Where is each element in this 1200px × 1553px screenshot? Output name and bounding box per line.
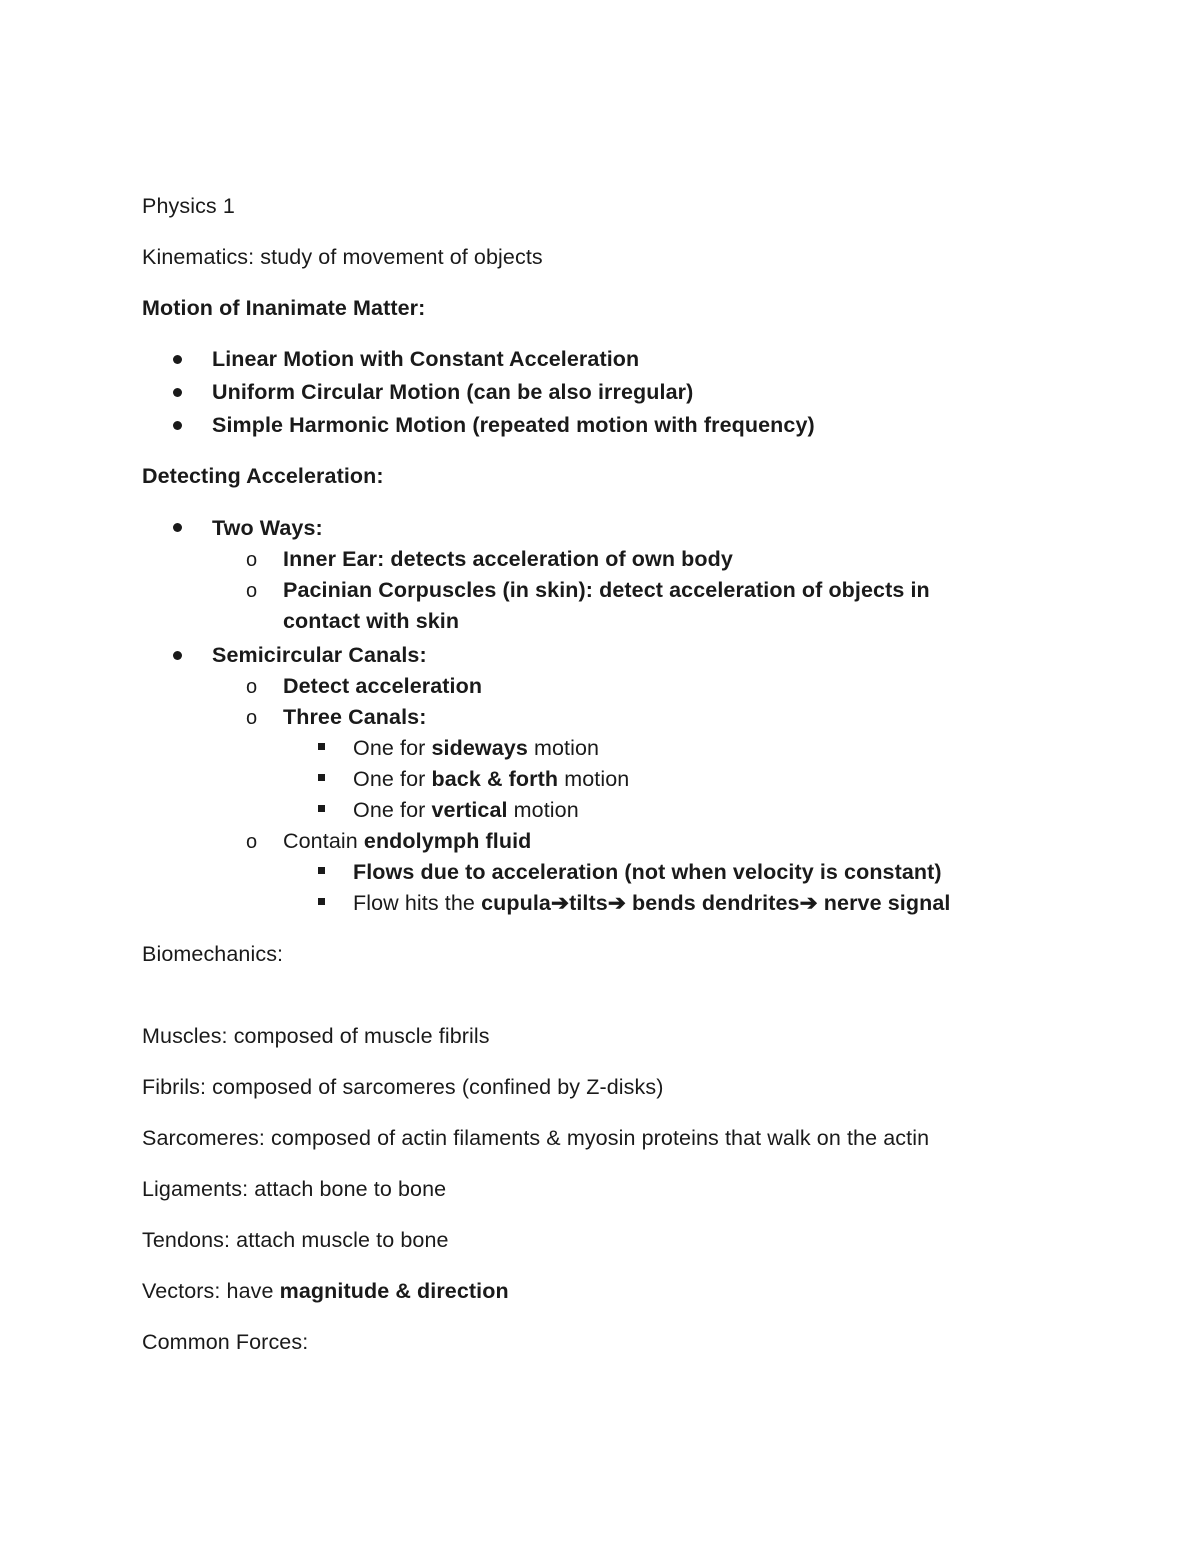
bullet-circle: o — [246, 580, 258, 602]
ligaments-line: Ligaments: attach bone to bone — [142, 1177, 447, 1201]
biomechanics-heading: Biomechanics: — [142, 942, 284, 966]
flow-nerve: nerve signal — [817, 891, 951, 915]
bullet-disc — [173, 355, 182, 364]
arrow-icon: ➔ — [550, 891, 570, 915]
canal-item — [353, 766, 629, 792]
bullet-disc — [173, 421, 182, 430]
canal-item-pre: One for — [353, 767, 432, 791]
bullet-square — [318, 898, 325, 905]
inner-ear: Inner Ear: detects acceleration of own body — [283, 547, 733, 571]
motion-item: Uniform Circular Motion (can be also irregular) — [212, 380, 694, 404]
two-ways: Two Ways: — [212, 516, 323, 540]
canal-item-bold: vertical — [431, 798, 508, 822]
bullet-disc — [173, 388, 182, 397]
canal-item-bold: sideways — [431, 736, 528, 760]
vectors-bold: magnitude & direction — [279, 1279, 509, 1303]
common-forces-heading: Common Forces: — [142, 1330, 309, 1354]
vectors-line — [142, 1278, 509, 1304]
arrow-icon: ➔ — [607, 891, 626, 915]
flow-bends: bends dendrites — [625, 891, 800, 915]
three-canals: Three Canals: — [283, 705, 427, 729]
flow-cupula: cupula — [481, 891, 551, 915]
motion-item: Simple Harmonic Motion (repeated motion with frequency) — [212, 413, 815, 437]
kinematics-line — [142, 244, 543, 270]
bullet-circle: o — [246, 707, 258, 729]
motion-heading: Motion of Inanimate Matter: — [142, 296, 426, 320]
doc-title: Physics 1 — [142, 194, 235, 218]
canal-item-post: motion — [527, 736, 600, 760]
tendons-line: Tendons: attach muscle to bone — [142, 1228, 449, 1252]
bullet-disc — [173, 651, 182, 660]
canal-item-bold: back & forth — [431, 767, 559, 791]
canal-item-pre: One for — [353, 798, 432, 822]
pacinian-line-2: contact with skin — [283, 609, 460, 633]
bullet-square — [318, 743, 325, 750]
bullet-square — [318, 774, 325, 781]
contain-bold: endolymph fluid — [363, 829, 532, 853]
bullet-disc — [173, 523, 182, 532]
flow-hits-line — [353, 890, 950, 916]
fibrils-line: Fibrils: composed of sarcomeres (confined by Z-disks) — [142, 1075, 664, 1099]
kinematics-term: Kinematics: — [142, 245, 255, 269]
contain-pre: Contain — [283, 829, 364, 853]
bullet-square — [318, 867, 325, 874]
bullet-circle: o — [246, 549, 258, 571]
canal-item-post: motion — [507, 798, 579, 822]
vectors-pre: Vectors: have — [142, 1279, 280, 1303]
canal-item — [353, 797, 579, 823]
bullet-square — [318, 805, 325, 812]
kinematics-text: study of movement of objects — [254, 245, 543, 269]
sarcomeres-line: Sarcomeres: composed of actin filaments & myosin proteins that walk on the actin — [142, 1126, 930, 1150]
canal-item-post: motion — [558, 767, 630, 791]
flow-tilts: tilts — [569, 891, 608, 915]
bullet-circle: o — [246, 676, 258, 698]
detect-heading: Detecting Acceleration: — [142, 464, 384, 488]
detect-acceleration: Detect acceleration — [283, 674, 483, 698]
semicircular-canals: Semicircular Canals: — [212, 643, 427, 667]
muscles-line: Muscles: composed of muscle fibrils — [142, 1024, 490, 1048]
motion-item: Linear Motion with Constant Acceleration — [212, 347, 640, 371]
contain-fluid — [283, 828, 531, 854]
flow-hits-pre: Flow hits the — [353, 891, 482, 915]
bullet-circle: o — [246, 831, 258, 853]
flows-line: Flows due to acceleration (not when velocity is constant) — [353, 860, 942, 884]
pacinian-line-1: Pacinian Corpuscles (in skin): detect acceleration of objects in — [283, 578, 930, 602]
arrow-icon: ➔ — [799, 891, 818, 915]
canal-item — [353, 735, 599, 761]
canal-item-pre: One for — [353, 736, 432, 760]
